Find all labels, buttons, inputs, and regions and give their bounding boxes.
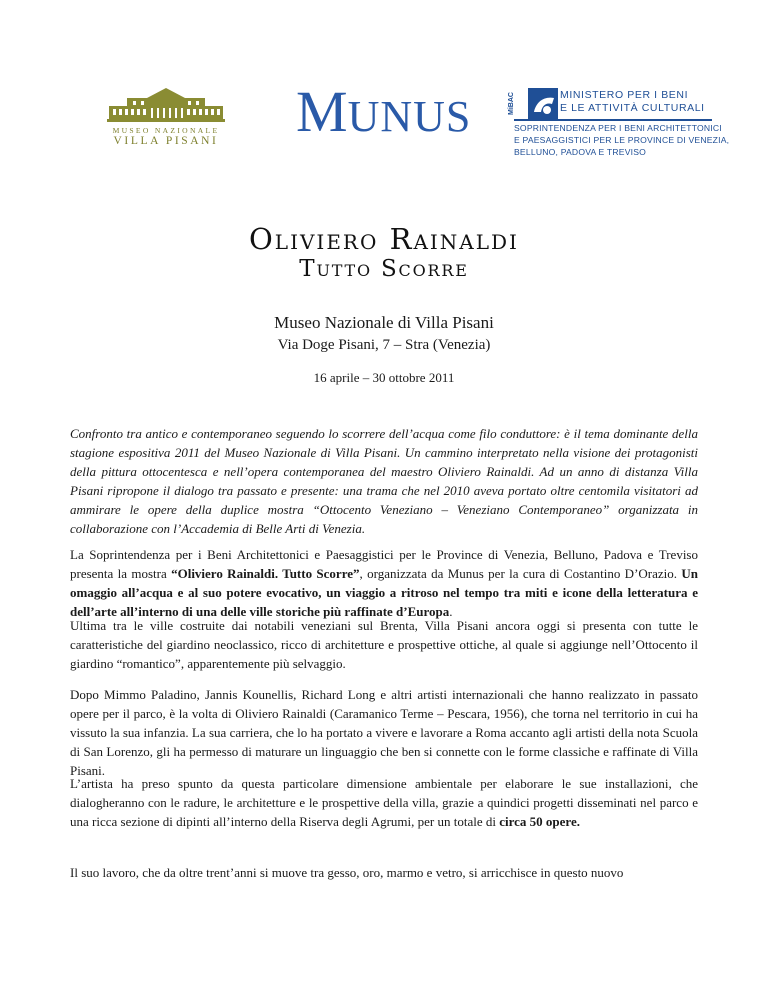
paragraph-4-highlight: circa 50 opere. bbox=[499, 813, 580, 829]
venue-name: Museo Nazionale di Villa Pisani bbox=[274, 313, 494, 332]
villa-pisani-logo bbox=[107, 86, 225, 148]
villa-logo-line1: MUSEO NAZIONALE bbox=[112, 126, 220, 135]
mibac-title-line1: MINISTERO PER I BENI bbox=[560, 89, 689, 101]
paragraph-4-text: L’artista ha preso spunto da questa particolare dimensione ambientale per elaborare le sue installazioni, che dialogheranno con le radure, le architetture e le prospettive della villa, grazie a quindici progetti disseminati nel parco e una ricca sezione di dipinti all’interno della Riserva degli Agrumi, per un totale di bbox=[70, 776, 698, 829]
paragraph-1-text-e: . bbox=[449, 603, 453, 619]
venue-address: Via Doge Pisani, 7 – Stra (Venezia) bbox=[277, 337, 491, 353]
mibac-title-line2: E LE ATTIVITÀ CULTURALI bbox=[560, 102, 705, 114]
mibac-sub-line2: E PAESAGGISTICI PER LE PROVINCE DI VENEZIA, bbox=[514, 135, 730, 145]
paragraph-1 bbox=[70, 546, 698, 622]
munus-logo-rest: UNUS bbox=[347, 92, 472, 141]
mibac-sub-line1: SOPRINTENDENZA PER I BENI ARCHITETTONICI bbox=[514, 123, 722, 133]
villa-building-icon bbox=[107, 86, 225, 124]
exhibition-title: Oliviero Rainaldi bbox=[249, 222, 519, 256]
paragraph-1-text-a: La Soprintendenza per i Beni Architettonici e Paesaggistici per le Province di Venezia, Belluno, Padova e Treviso presenta la mostra bbox=[70, 547, 698, 581]
exhibition-subtitle: Tutto Scorre bbox=[299, 256, 469, 282]
mibac-divider bbox=[514, 119, 712, 121]
mibac-vertical-label: MiBAC bbox=[507, 92, 515, 115]
mibac-sub-line3: BELLUNO, PADOVA E TREVISO bbox=[514, 147, 647, 157]
paragraph-1-text-c: , organizzata da Munus per la cura di Costantino D’Orazio. bbox=[359, 565, 682, 581]
munus-logo bbox=[296, 80, 471, 144]
exhibition-dates: 16 aprile – 30 ottobre 2011 bbox=[313, 370, 455, 385]
mibac-logo bbox=[507, 86, 730, 157]
paragraph-4 bbox=[70, 775, 698, 832]
paragraph-1-exhibition-name: “Oliviero Rainaldi. Tutto Scorre” bbox=[171, 565, 360, 581]
paragraph-3: Dopo Mimmo Paladino, Jannis Kounellis, Richard Long e altri artisti internazionali che hanno realizzato in passato opere per il parco, è la volta di Oliviero Rainaldi (Caramanico Terme – Pescara, 1956), che torna nel territorio in cui ha vissuto la sua infanzia. La sua carriera, che lo ha portato a vivere e lavorare a Roma accanto agli artisti della nota Scuola di San Lorenzo, gli ha permesso di maturare un linguaggio che ben si connette con le forme classiche e raffinate di Villa Pisani. bbox=[70, 687, 698, 778]
paragraph-1-highlight: Un omaggio all’acqua e al suo potere evocativo, un viaggio a ritroso nel tempo tra miti e icone della letteratura e dell’arte all’interno di una delle ville storiche più raffinate d’Europa bbox=[70, 565, 698, 619]
villa-logo-line2: VILLA PISANI bbox=[113, 135, 219, 147]
munus-logo-initial: M bbox=[296, 79, 348, 144]
paragraph-2: Ultima tra le ville costruite dai notabili veneziani sul Brenta, Villa Pisani ancora oggi si presenta con tutte le caratteristiche del giardino neoclassico, ricco di architetture e prospettive ottiche, al quale si aggiunge nell’Ottocento il giardino “romantico”, apparentemente più selvaggio. bbox=[70, 618, 698, 671]
intro-paragraph: Confronto tra antico e contemporaneo seguendo lo scorrere dell’acqua come filo conduttore: è il tema dominante della stagione espositiva 2011 del Museo Nazionale di Villa Pisani. Un cammino interpretato nella visione dei protagonisti della pittura ottocentesca e nell’opera contemporanea del maestro Oliviero Rainaldi. Ad un anno di distanza Villa Pisani ripropone il dialogo tra passato e presente: una trama che nel 2010 aveva portato oltre centomila visitatori ad ammirare le opere della duplice mostra “Ottocento Veneziano – Veneziano Contemporaneo” organizzata in collaborazione con l’Accademia di Belle Arti di Venezia. bbox=[70, 426, 698, 536]
paragraph-5: Il suo lavoro, che da oltre trent’anni si muove tra gesso, oro, marmo e vetro, si arricchisce in questo nuovo bbox=[70, 865, 624, 880]
